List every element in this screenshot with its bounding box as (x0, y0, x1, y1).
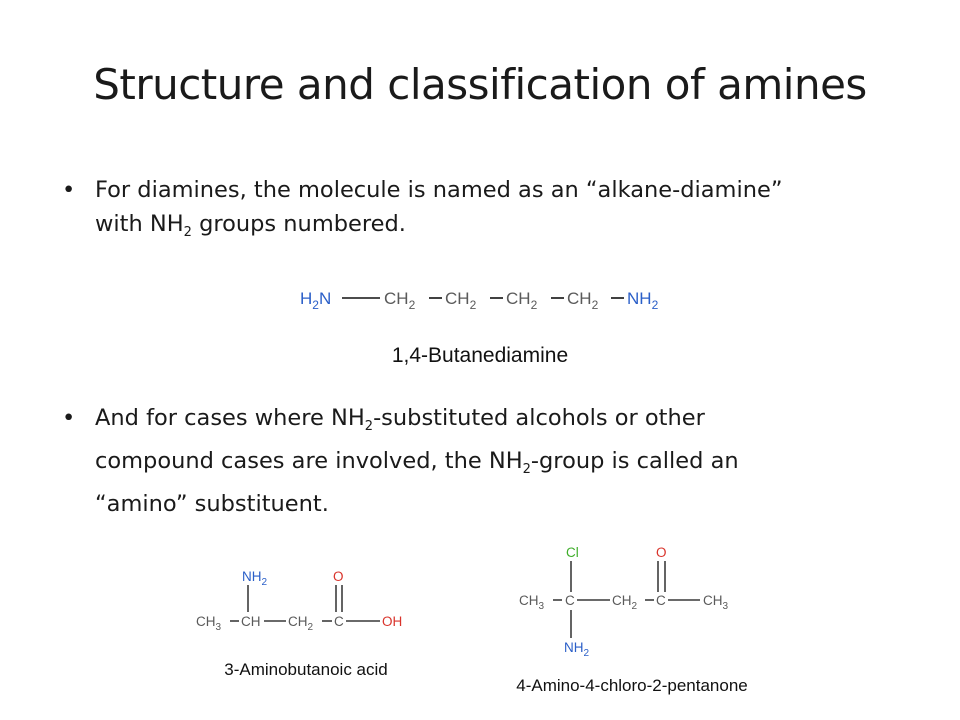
compound-name: 1,4-Butanediamine (391, 344, 569, 367)
atom-label: $NH_2$ (564, 640, 590, 659)
atom-label: $NH_2$ (627, 289, 659, 312)
atom-label: $CH_2$ (445, 289, 477, 312)
atom-label: $CH_3$ (196, 614, 222, 633)
atom-label: C (656, 593, 666, 608)
atom-label: O (333, 569, 344, 584)
bullet-dot: • (62, 405, 76, 431)
atom-label: O (656, 545, 667, 560)
bullet-line: And for cases where $NH_2$-substituted alcohols or other (95, 405, 705, 434)
bullet-line: “amino” substituent. (95, 491, 329, 517)
structure-aminobutanoic-acid (196, 569, 402, 679)
bullet-line: compound cases are involved, the $NH_2$-group is called an (95, 448, 739, 477)
slide-title: Structure and classification of amines (93, 60, 867, 109)
atom-label: Cl (566, 545, 579, 560)
structure-chloropentanone (516, 545, 748, 695)
atom-label: $CH_3$ (519, 593, 545, 612)
bullet-line: For diamines, the molecule is named as an “alkane-diamine” (95, 177, 783, 203)
atom-label: $H_2N$ (300, 289, 332, 312)
atom-label: $CH_2$ (384, 289, 416, 312)
atom-label: CH (241, 614, 261, 629)
atom-label: C (565, 593, 575, 608)
bullet-dot: • (62, 177, 76, 203)
atom-label: OH (382, 614, 403, 629)
atom-label: $CH_3$ (703, 593, 729, 612)
bullet-line: with $NH_2$ groups numbered. (95, 211, 406, 240)
atom-label: $NH_2$ (242, 569, 268, 588)
atom-label: $CH_2$ (288, 614, 314, 633)
atom-label: $CH_2$ (506, 289, 538, 312)
compound-name: 3-Aminobutanoic acid (224, 660, 388, 679)
atom-label: C (334, 614, 344, 629)
structure-butanediamine (300, 289, 659, 367)
atom-label: $CH_2$ (567, 289, 599, 312)
atom-label: $CH_2$ (612, 593, 638, 612)
compound-name: 4-Amino-4-chloro-2-pentanone (516, 676, 748, 695)
